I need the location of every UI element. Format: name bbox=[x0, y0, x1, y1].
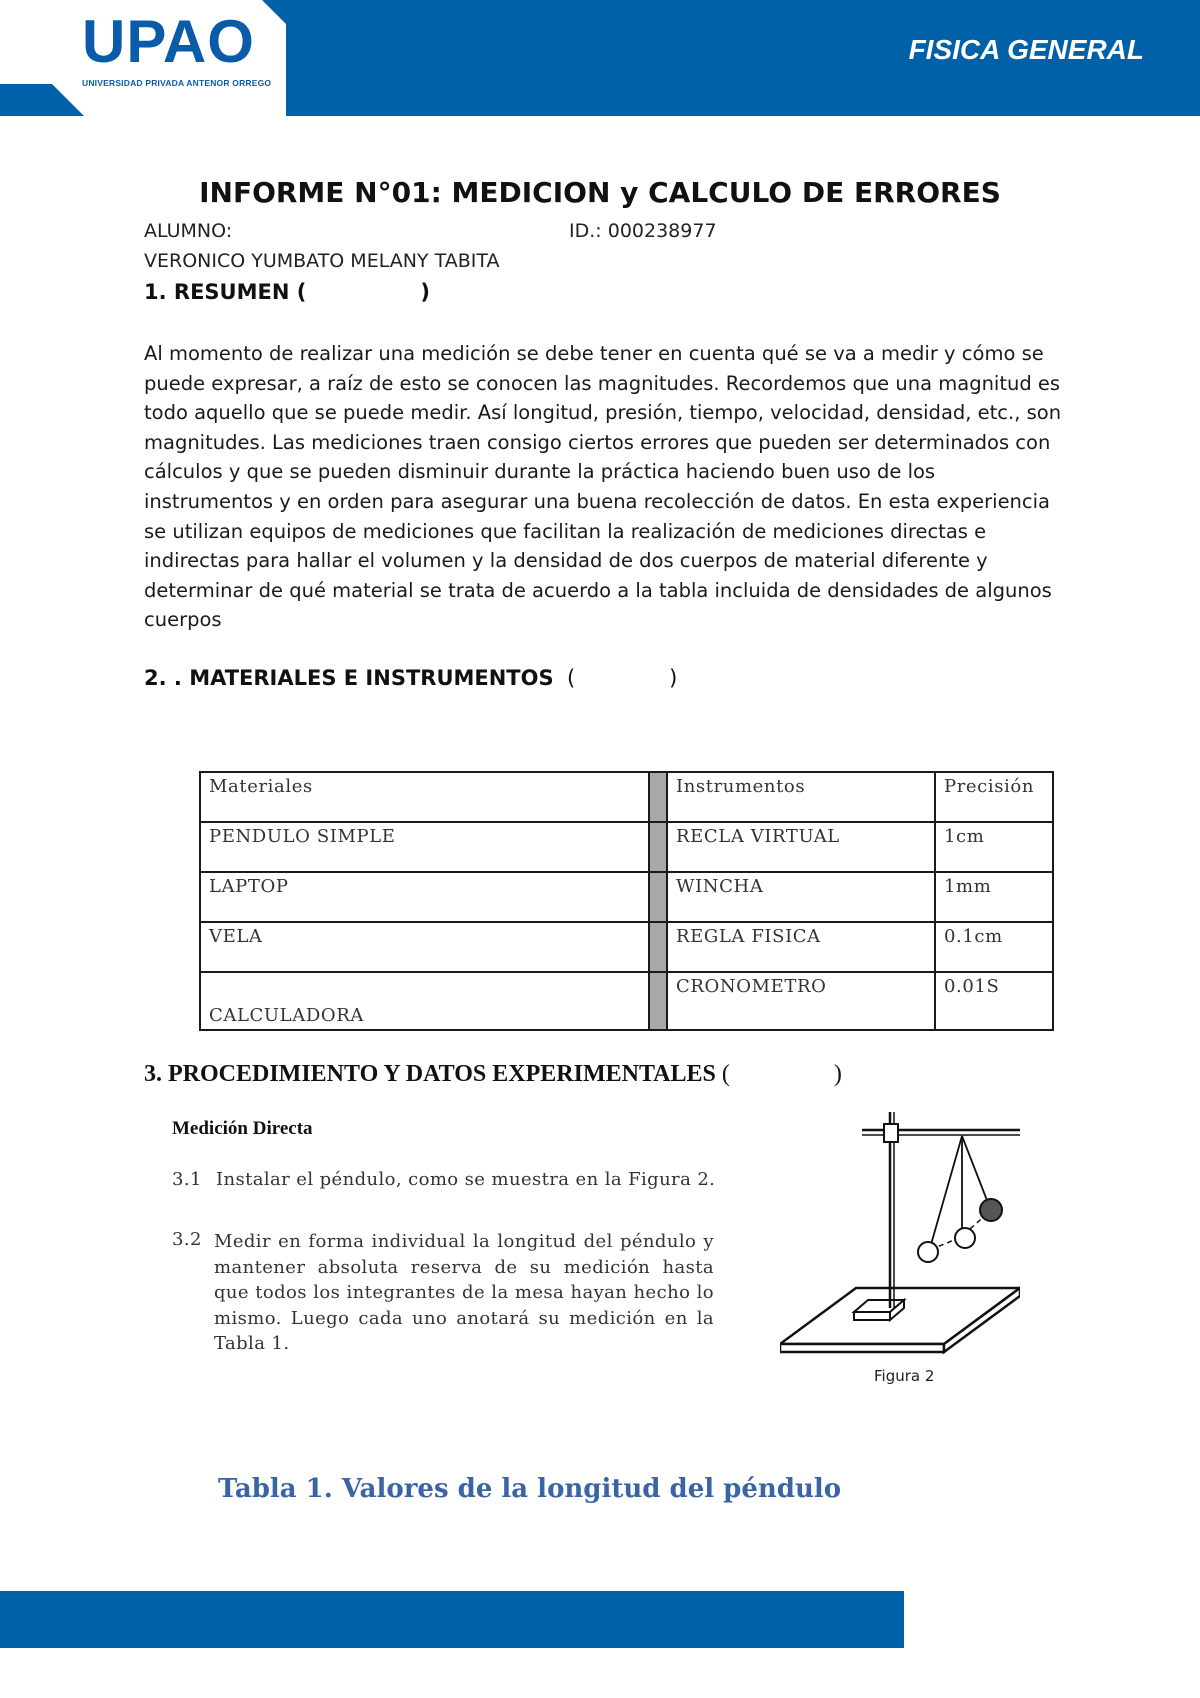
pendulum-figure bbox=[780, 1108, 1020, 1363]
column-separator bbox=[649, 772, 667, 822]
section-1-heading bbox=[144, 280, 430, 304]
table-row bbox=[200, 922, 1053, 972]
step-3-2-text: Medir en forma individual la longitud del péndulo y mantener absoluta reserva de su medición hasta que todos los integrantes de la mesa hayan hecho lo mismo. Luego cada uno anotará su medición en la Tabla 1. bbox=[214, 1231, 714, 1354]
page-title: INFORME N°01: MEDICION y CALCULO DE ERRORES bbox=[199, 176, 1001, 209]
step-number: 3.1 bbox=[172, 1169, 202, 1190]
step-3-1 bbox=[172, 1169, 715, 1190]
section-3-title: 3. PROCEDIMIENTO Y DATOS EXPERIMENTALES bbox=[144, 1061, 716, 1087]
table-row bbox=[200, 872, 1053, 922]
table-header-row bbox=[200, 772, 1053, 822]
precision-cell: 0.1cm bbox=[935, 922, 1053, 972]
material-cell: VELA bbox=[200, 922, 649, 972]
instrument-cell: CRONOMETRO bbox=[667, 972, 935, 1030]
logo-subtitle: UNIVERSIDAD PRIVADA ANTENOR ORREGO bbox=[82, 78, 272, 88]
material-cell: CALCULADORA bbox=[200, 972, 649, 1030]
student-id bbox=[569, 220, 717, 242]
summary-paragraph: Al momento de realizar una medición se debe tener en cuenta qué se va a medir y cómo se puede expresar, a raíz de esto se conocen las magnitudes. Recordemos que una magnitud es todo aquello que se puede medir. Así longitud, presión, tiempo, velocidad, densidad, etc., son magnitudes. Las mediciones traen consigo ciertos errores que pueden ser determinados con cálculos y que se pueden disminuir durante la práctica haciendo buen uso de los instrumentos y en orden para asegurar una buena recolección de datos. En esta experiencia se utilizan equipos de mediciones que facilitan la realización de mediciones directas e indirectas para hallar el volumen y la densidad de dos cuerpos de material diferente y determinar de qué material se trata de acuerdo a la tabla incluida de densidades de algunos cuerpos bbox=[144, 342, 1062, 632]
column-separator bbox=[649, 822, 667, 872]
column-separator bbox=[649, 872, 667, 922]
figure-caption: Figura 2 bbox=[874, 1367, 935, 1385]
section-2-close: ) bbox=[669, 666, 678, 690]
table-row bbox=[200, 972, 1053, 1030]
section-3-open: ( bbox=[721, 1061, 730, 1087]
column-separator bbox=[649, 972, 667, 1030]
column-separator bbox=[649, 922, 667, 972]
procedure-subheading: Medición Directa bbox=[172, 1118, 313, 1139]
table-caption: Tabla 1. Valores de la longitud del péndulo bbox=[218, 1474, 842, 1504]
student-name: VERONICO YUMBATO MELANY TABITA bbox=[144, 250, 500, 272]
instrument-cell: REGLA FISICA bbox=[667, 922, 935, 972]
table-row bbox=[200, 822, 1053, 872]
student-id-label: ID.: bbox=[569, 220, 602, 242]
section-1-title: 1. RESUMEN ( bbox=[144, 280, 307, 304]
section-2-heading bbox=[144, 666, 677, 690]
step-text: Instalar el péndulo, como se muestra en la Figura 2. bbox=[215, 1169, 716, 1190]
header-materiales: Materiales bbox=[200, 772, 649, 822]
section-2-title: 2. . MATERIALES E INSTRUMENTOS bbox=[144, 666, 554, 690]
header-instrumentos: Instrumentos bbox=[667, 772, 935, 822]
student-id-value: 000238977 bbox=[607, 220, 717, 242]
section-3-heading bbox=[144, 1061, 842, 1088]
student-label: ALUMNO: bbox=[144, 220, 233, 242]
instrument-cell: RECLA VIRTUAL bbox=[667, 822, 935, 872]
instrument-cell: WINCHA bbox=[667, 872, 935, 922]
precision-cell: 1mm bbox=[935, 872, 1053, 922]
course-title: FISICA GENERAL bbox=[908, 34, 1144, 65]
section-1-close: ) bbox=[420, 280, 430, 304]
material-cell: PENDULO SIMPLE bbox=[200, 822, 649, 872]
header-precision: Precisión bbox=[935, 772, 1053, 822]
section-3-close: ) bbox=[833, 1061, 842, 1087]
precision-cell: 0.01S bbox=[935, 972, 1053, 1030]
university-logo bbox=[0, 0, 286, 116]
precision-cell: 1cm bbox=[935, 822, 1053, 872]
logo-text: UPAO bbox=[82, 8, 255, 75]
material-cell: LAPTOP bbox=[200, 872, 649, 922]
section-2-open: ( bbox=[566, 666, 576, 690]
footer-band bbox=[0, 1591, 904, 1648]
step-3-2-number: 3.2 bbox=[172, 1229, 202, 1250]
materials-table bbox=[199, 771, 1054, 1031]
